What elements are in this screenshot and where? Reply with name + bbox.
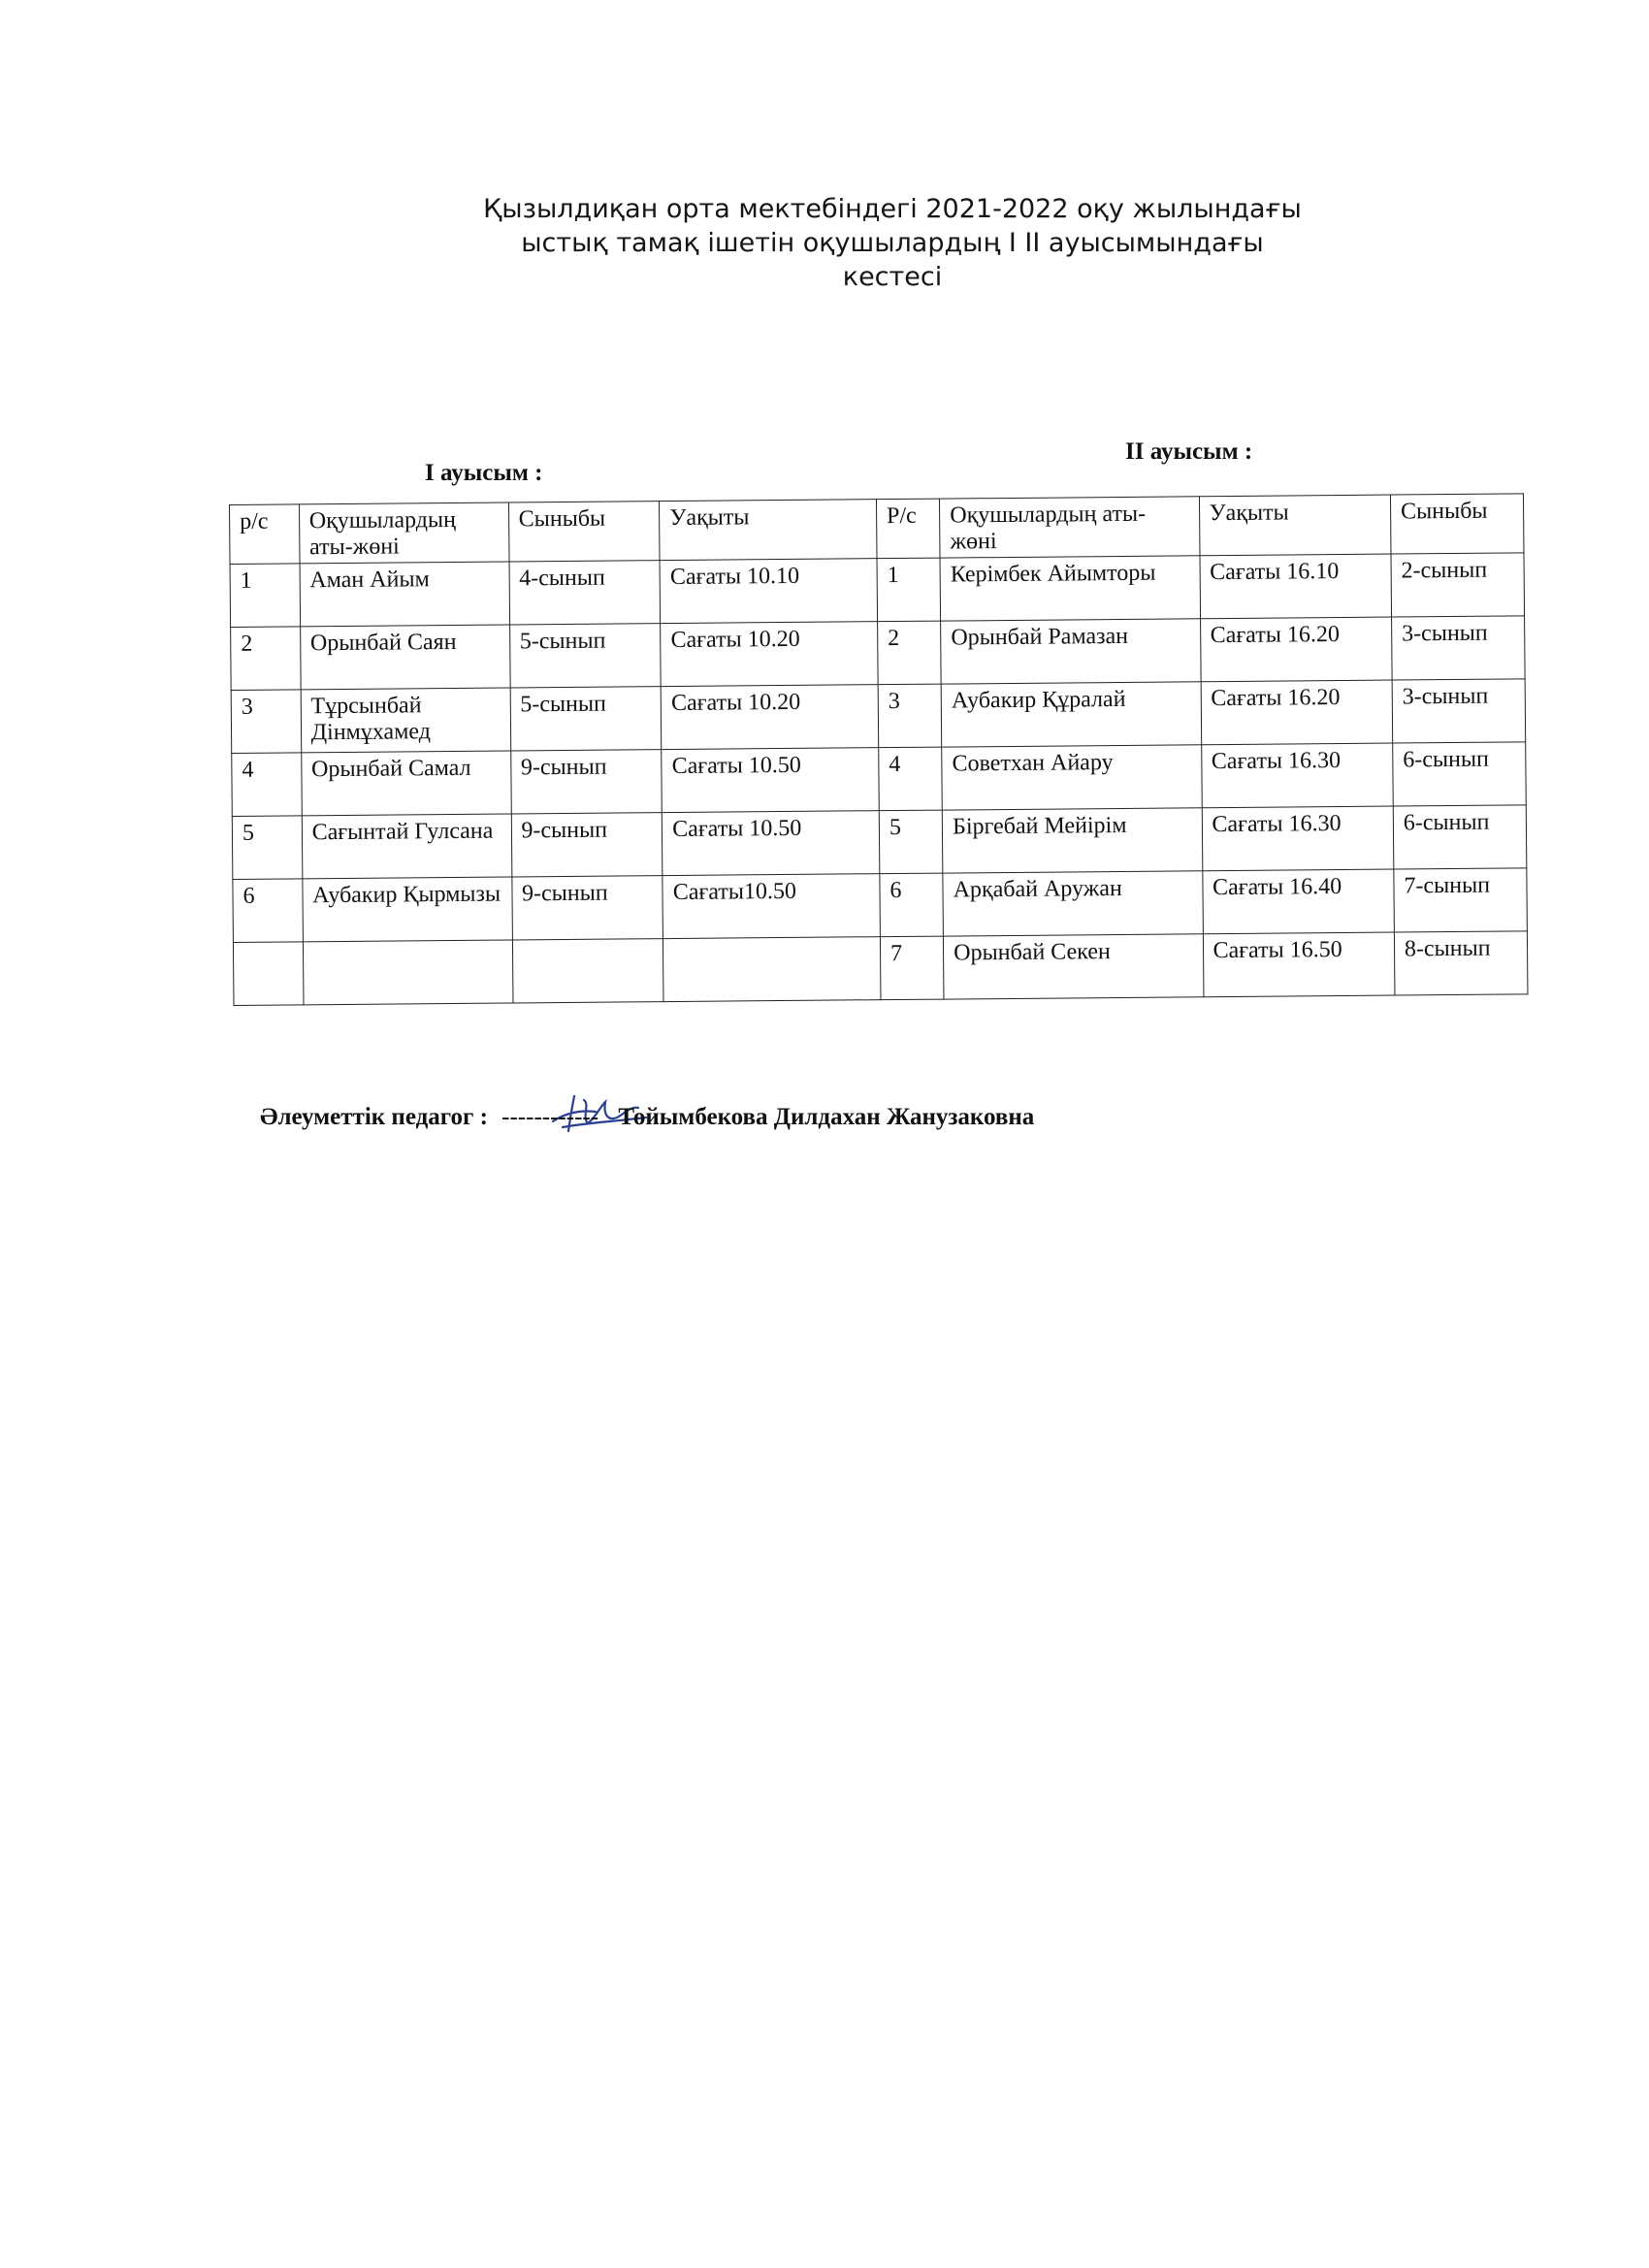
table-cell: 2 [878, 621, 942, 685]
table-cell: 4 [232, 753, 302, 817]
table-cell: 6-сынып [1393, 805, 1527, 869]
table-cell: Сағаты 10.50 [662, 748, 879, 813]
table-cell [303, 940, 512, 1005]
shift-1-label: I ауысым : [425, 460, 543, 486]
table-cell: Советхан Айару [942, 745, 1202, 810]
table-cell: 4 [879, 747, 943, 811]
table-cell: Сағаты 16.40 [1202, 869, 1394, 934]
table-cell: 8-сынып [1394, 931, 1528, 995]
table-row [232, 742, 1527, 817]
header-cell: Р/с [876, 499, 940, 559]
table-cell: Аубакир Құралай [941, 682, 1201, 747]
table-row [233, 868, 1528, 943]
table-cell: Орынбай Рамазан [941, 619, 1201, 684]
shift-2-label: II ауысым : [1125, 438, 1253, 465]
signature-line [260, 1104, 1034, 1131]
table-row [232, 805, 1527, 880]
title-line-1: Қызылдиқан орта мектебіндегі 2021-2022 оқу жылындағы [483, 194, 1302, 224]
table-cell: 5-сынып [509, 624, 661, 688]
schedule-table [229, 493, 1528, 1006]
table-row [230, 553, 1525, 628]
table-row [233, 931, 1528, 1006]
table-cell: 6 [233, 879, 303, 943]
table-cell: Арқабай Аружан [943, 871, 1203, 936]
table-cell: Біргебай Мейірім [942, 808, 1202, 873]
table-cell: 1 [877, 558, 941, 622]
table-cell: Сағаты 16.30 [1202, 806, 1394, 871]
title-line-2: ыстық тамақ ішетін оқушылардың I II ауысымындағы [521, 228, 1264, 258]
table-row [231, 616, 1526, 691]
table-cell: Сағаты 16.50 [1203, 932, 1395, 997]
header-cell: Оқушылардың аты-жөні [299, 502, 508, 564]
table-cell [233, 942, 303, 1006]
table-cell [663, 937, 881, 1002]
table-cell: Сағаты 16.30 [1201, 743, 1393, 808]
header-cell: Оқушылардың аты-жөні [940, 497, 1200, 558]
table-cell: Сағаты 10.20 [661, 622, 878, 687]
table-cell: Сағаты 16.20 [1200, 617, 1392, 682]
table-cell: Сағаты10.50 [663, 874, 880, 939]
table-cell: Сағаты 16.20 [1201, 680, 1393, 745]
table-cell: Сағаты 10.50 [663, 811, 880, 876]
table-cell: 3 [231, 690, 301, 754]
table-cell: Тұрсынбай Дінмұхамед [301, 688, 510, 753]
header-cell: Уақыты [1199, 495, 1391, 556]
table-cell: Орынбай Саян [300, 625, 509, 690]
table-row [231, 679, 1526, 754]
table-cell: 9-сынып [510, 750, 662, 814]
table-cell: Керімбек Айымторы [940, 556, 1200, 621]
table-cell: 3-сынып [1391, 616, 1525, 680]
table-cell: Орынбай Самал [301, 751, 510, 816]
table-cell: 2 [231, 627, 301, 691]
table-cell: Сағаты 16.10 [1200, 554, 1392, 619]
table-cell [512, 939, 663, 1003]
table-cell: 7 [880, 936, 944, 1000]
table-cell: 3-сынып [1392, 679, 1526, 743]
table-cell: 5-сынып [510, 687, 662, 751]
table-cell: Сағаты 10.10 [660, 559, 877, 624]
document-title [407, 192, 1377, 294]
table-cell: 1 [230, 564, 300, 628]
table-cell: 5 [879, 810, 943, 874]
table-cell: 3 [878, 684, 942, 748]
signer-role: Әлеуметтік педагог : [260, 1104, 488, 1130]
table-cell: Аубакир Қырмызы [303, 877, 512, 942]
header-cell: Уақыты [660, 500, 877, 561]
table-cell: 9-сынып [511, 876, 663, 940]
table-cell: 5 [232, 816, 302, 880]
table-cell: Сағынтай Гулсана [302, 814, 511, 879]
table-cell: Аман Айым [300, 562, 509, 627]
table-cell: 7-сынып [1394, 868, 1528, 932]
title-line-3: кестесі [842, 262, 943, 292]
table-cell: 9-сынып [511, 813, 663, 877]
header-cell: Сыныбы [508, 502, 660, 562]
signer-name: Тойымбекова Дилдахан Жанузаковна [618, 1104, 1035, 1130]
table-cell: 4-сынып [509, 561, 661, 625]
table-cell: Сағаты 10.20 [661, 685, 878, 750]
table-cell: 2-сынып [1391, 553, 1525, 617]
signature-dashes: ------------ [501, 1104, 599, 1130]
table-cell: 6-сынып [1393, 742, 1527, 806]
table-cell: 6 [880, 873, 944, 937]
table-cell: Орынбай Секен [944, 934, 1204, 999]
header-cell: р/с [230, 504, 300, 565]
header-cell: Сыныбы [1390, 494, 1524, 554]
